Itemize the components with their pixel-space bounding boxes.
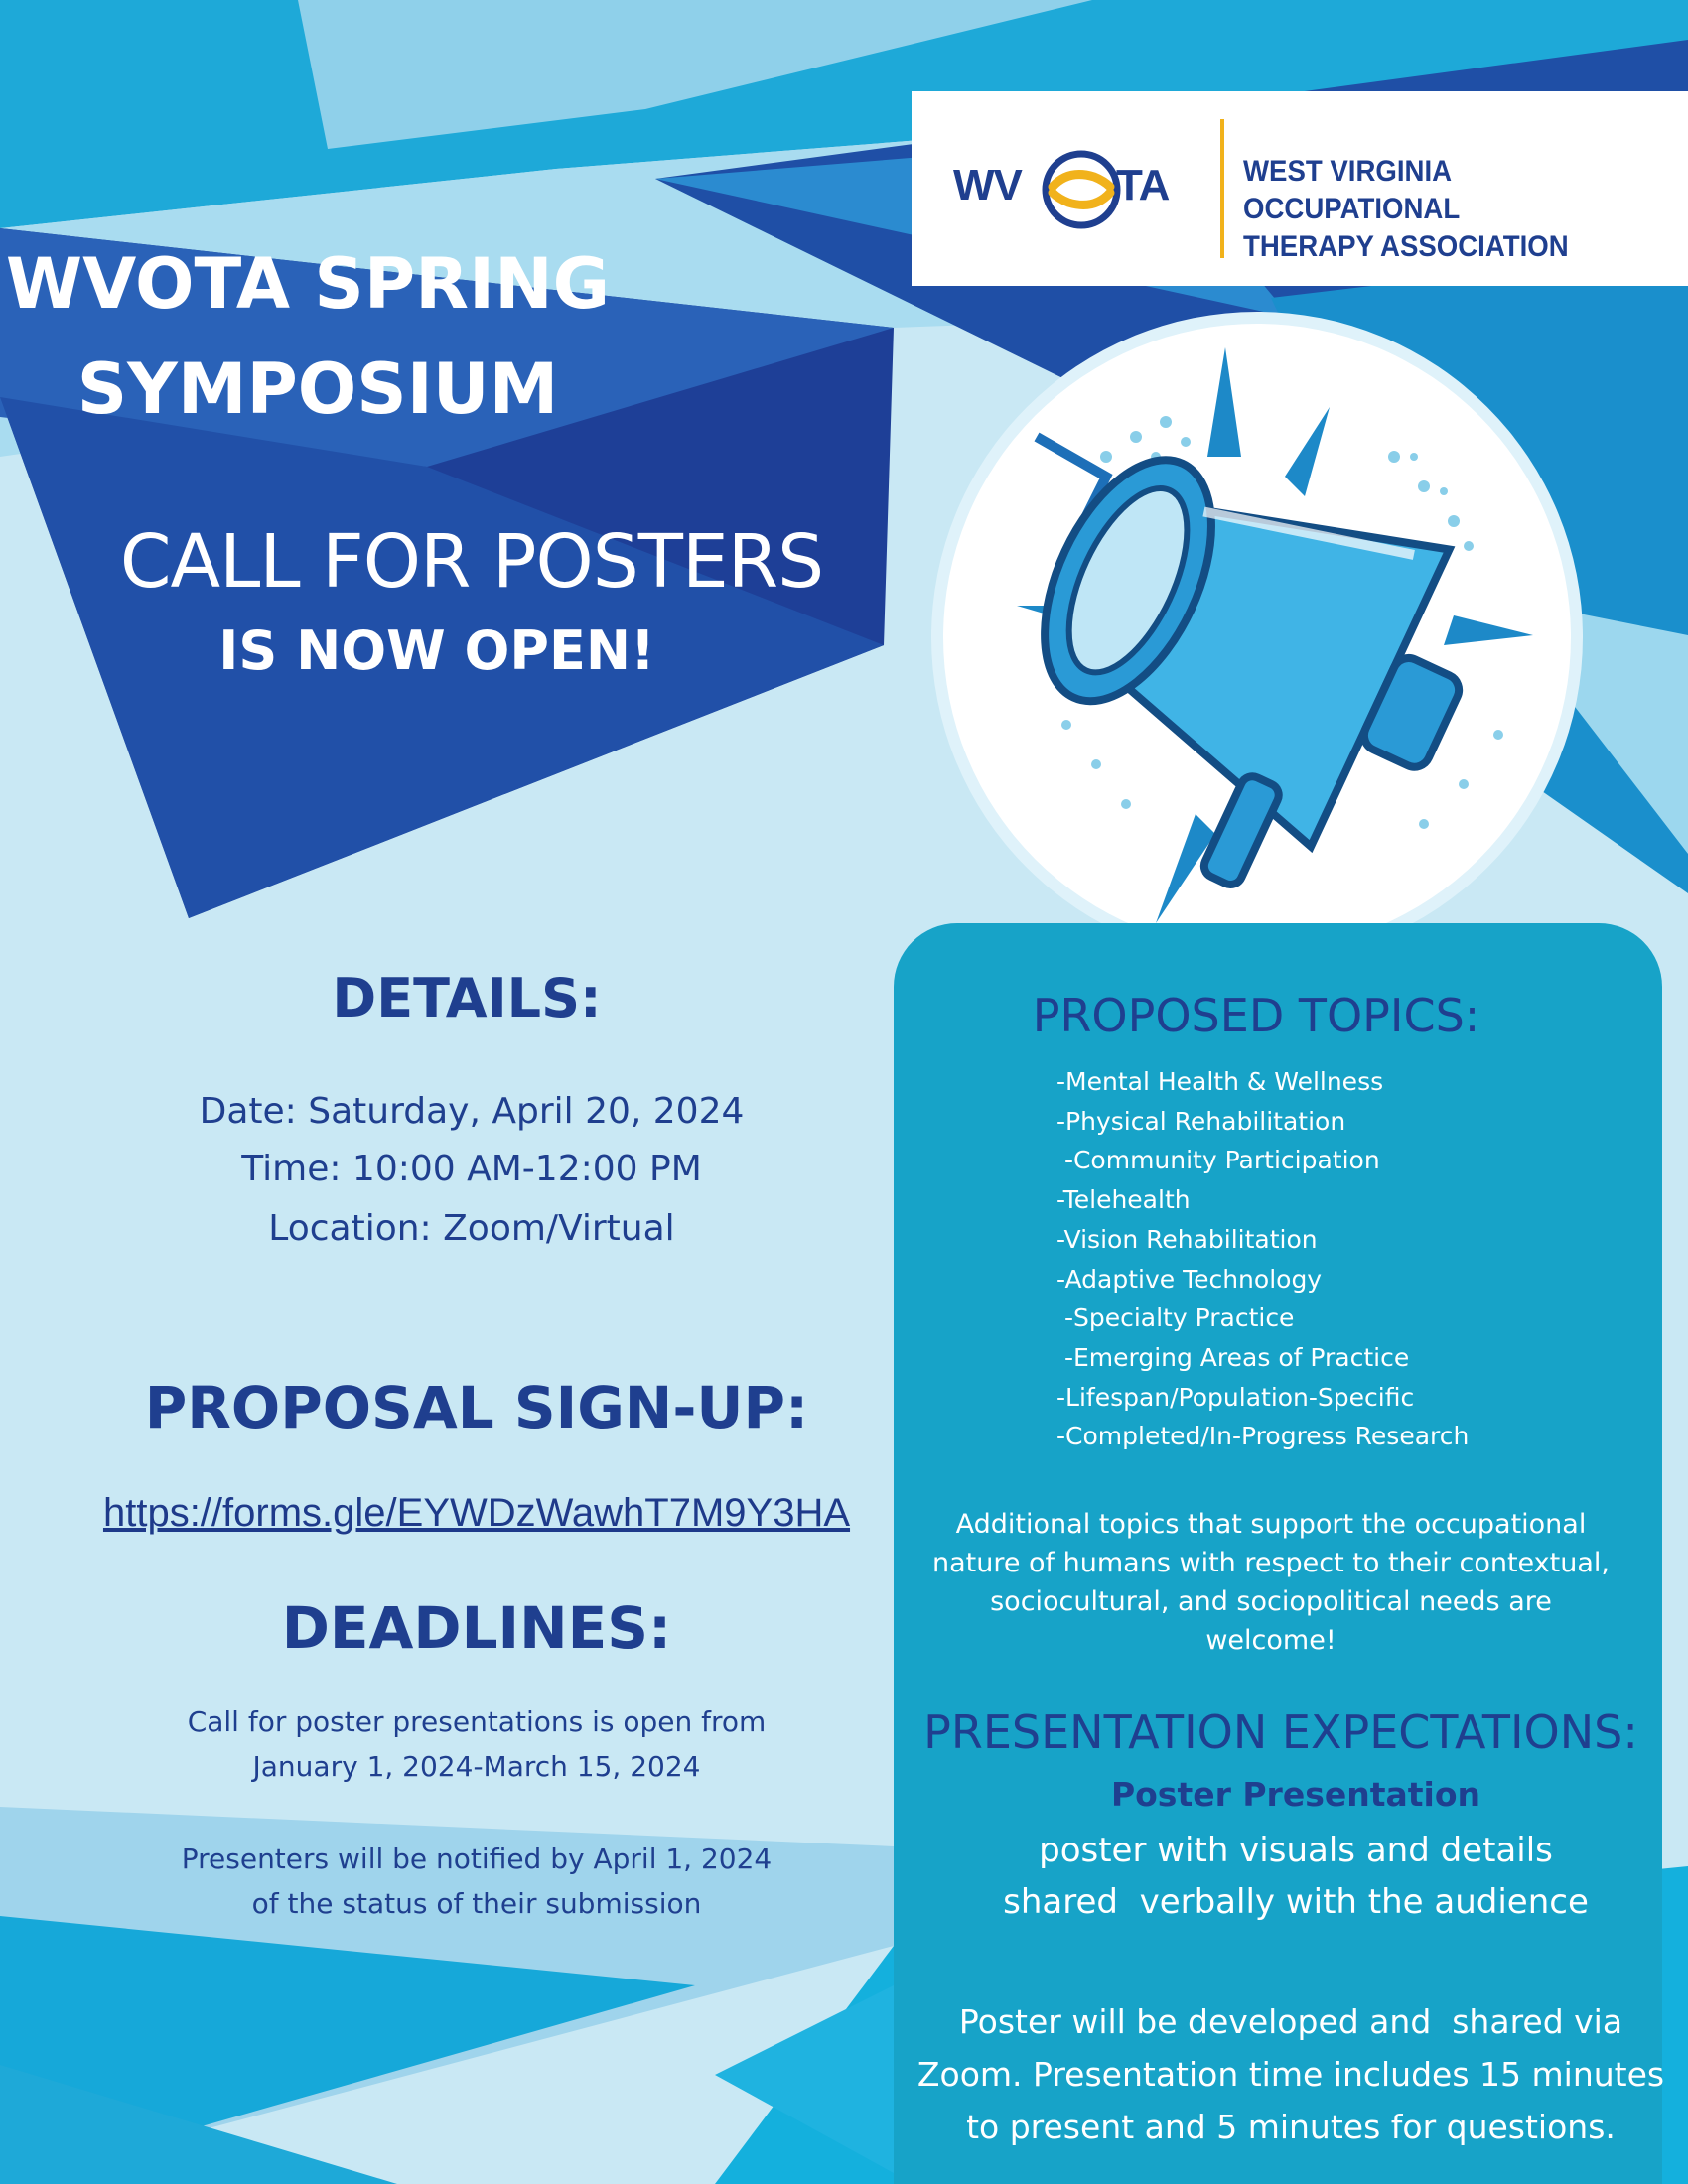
zoom-note-line1: Poster will be developed and shared via [958, 2002, 1623, 2041]
organization-name-line1: WEST VIRGINIA OCCUPATIONAL [1243, 155, 1461, 225]
logo-wv-text: WV [953, 161, 1022, 209]
topic-item: -Physical Rehabilitation [1056, 1106, 1346, 1136]
topic-item: -Telehealth [1056, 1185, 1191, 1215]
call-for-posters-heading: CALL FOR POSTERS [119, 519, 824, 605]
proposed-topics-heading: PROPOSED TOPICS: [1032, 989, 1480, 1042]
megaphone-icon [927, 308, 1587, 967]
proposed-topics-list [1056, 1062, 1613, 1456]
topic-item: -Lifespan/Population-Specific [1056, 1382, 1415, 1412]
topic-item: -Emerging Areas of Practice [1056, 1342, 1410, 1372]
poster-desc-line1: poster with visuals and details [1039, 1831, 1553, 1870]
deadline-notify-line2: of the status of their submission [251, 1887, 702, 1920]
deadlines-heading: DEADLINES: [281, 1594, 672, 1662]
additional-line3: sociocultural, and sociopolitical needs are [990, 1586, 1552, 1617]
additional-line2: nature of humans with respect to their contextual, [931, 1548, 1610, 1578]
deadline-notify-line1: Presenters will be notified by April 1, 2024 [181, 1843, 773, 1875]
poster-description [894, 1825, 1688, 1928]
zoom-note-line3: to present and 5 minutes for questions. [966, 2108, 1616, 2146]
zoom-presentation-note [904, 1995, 1678, 2153]
proposal-signup-link[interactable]: https://forms.gle/EYWDzWawhT7M9Y3HA [102, 1491, 851, 1535]
poster-presentation-subheading: Poster Presentation [1110, 1775, 1481, 1814]
topic-item: -Completed/In-Progress Research [1056, 1422, 1470, 1451]
symposium-title-line2: SYMPOSIUM [76, 348, 559, 430]
deadline-open-period [0, 1700, 953, 1789]
event-location: Location: Zoom/Virtual [268, 1208, 675, 1249]
topic-item: -Community Participation [1056, 1146, 1380, 1175]
event-time: Time: 10:00 AM-12:00 PM [241, 1149, 702, 1189]
details-heading: DETAILS: [332, 967, 602, 1029]
additional-topics-note [904, 1505, 1638, 1660]
event-date: Date: Saturday, April 20, 2024 [199, 1091, 745, 1132]
deadline-notification [0, 1837, 953, 1926]
proposal-signup-heading: PROPOSAL SIGN-UP: [144, 1374, 809, 1441]
now-open-heading: IS NOW OPEN! [218, 619, 655, 682]
logo-divider [1220, 119, 1224, 258]
symposium-title-line1: WVOTA SPRING [5, 243, 611, 325]
topic-item: -Specialty Practice [1056, 1303, 1295, 1333]
additional-line4: welcome! [1205, 1625, 1336, 1656]
organization-name-line2: THERAPY ASSOCIATION [1243, 230, 1569, 263]
poster-desc-line2: shared verbally with the audience [1003, 1882, 1589, 1922]
topic-item: -Adaptive Technology [1056, 1264, 1323, 1294]
deadline-open-line1: Call for poster presentations is open from [187, 1706, 767, 1738]
topic-item: -Vision Rehabilitation [1056, 1224, 1318, 1254]
additional-line1: Additional topics that support the occupational [955, 1509, 1587, 1540]
logo-ta-text: TA [1116, 161, 1170, 209]
presentation-expectations-heading: PRESENTATION EXPECTATIONS: [923, 1706, 1638, 1759]
zoom-note-line2: Zoom. Presentation time includes 15 minutes [916, 2055, 1665, 2094]
topic-item: -Mental Health & Wellness [1056, 1067, 1384, 1096]
deadline-open-line2: January 1, 2024-March 15, 2024 [252, 1750, 701, 1783]
hands-circle-icon [1039, 147, 1124, 232]
organization-name [1243, 153, 1652, 266]
wvota-logo [912, 91, 1688, 286]
